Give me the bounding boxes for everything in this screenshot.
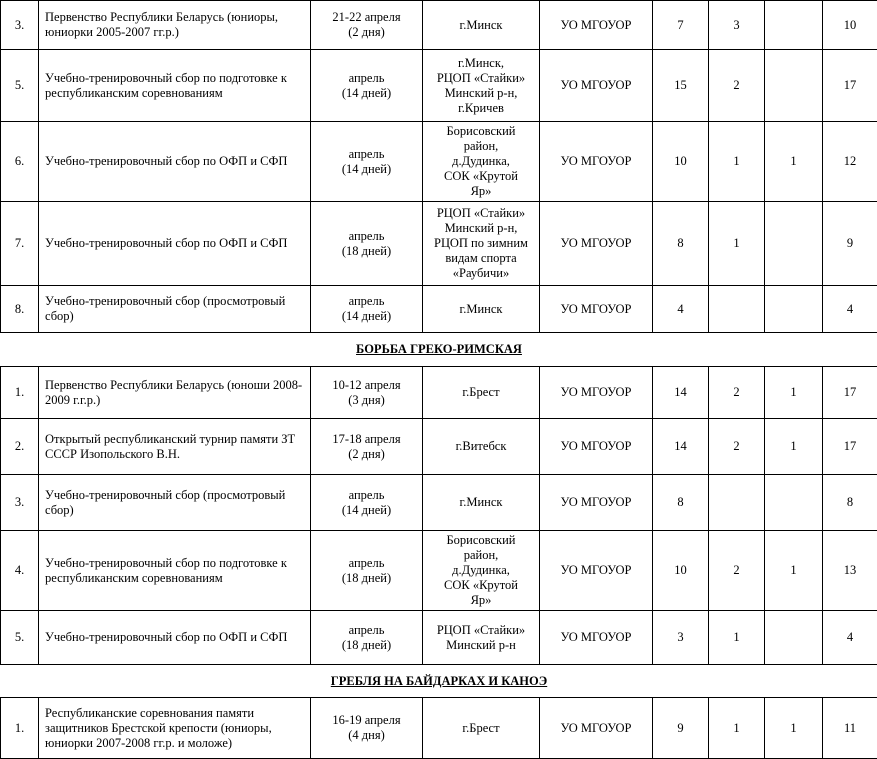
section-row: [1, 665, 877, 698]
event-name: Учебно-тренировочный сбор по ОФП и СФП: [39, 611, 311, 665]
event-name: Учебно-тренировочный сбор (просмотровый сбор): [39, 475, 311, 531]
count-3: 1: [765, 531, 823, 611]
row-number: 3.: [1, 475, 39, 531]
table-row: [1, 698, 877, 759]
event-date: апрель (14 дней): [311, 475, 423, 531]
event-date: апрель (14 дней): [311, 122, 423, 202]
event-date: апрель (18 дней): [311, 611, 423, 665]
total-count: 4: [823, 611, 877, 665]
count-1: 14: [653, 419, 709, 475]
event-place: г.Минск: [423, 475, 540, 531]
event-place: г.Витебск: [423, 419, 540, 475]
count-1: 9: [653, 698, 709, 759]
count-1: 7: [653, 1, 709, 50]
total-count: 12: [823, 122, 877, 202]
event-place: г.Брест: [423, 698, 540, 759]
count-2: 2: [709, 419, 765, 475]
organization: УО МГОУОР: [540, 367, 653, 419]
total-count: 13: [823, 531, 877, 611]
count-3: 1: [765, 122, 823, 202]
event-date: апрель (18 дней): [311, 531, 423, 611]
total-count: 4: [823, 286, 877, 333]
count-3: [765, 611, 823, 665]
organization: УО МГОУОР: [540, 50, 653, 122]
table-row: [1, 475, 877, 531]
count-1: 4: [653, 286, 709, 333]
table-row: [1, 531, 877, 611]
event-place: РЦОП «Стайки» Минский р-н: [423, 611, 540, 665]
table-row: [1, 50, 877, 122]
count-3: [765, 475, 823, 531]
table-row: [1, 202, 877, 286]
count-3: 1: [765, 698, 823, 759]
section-row: [1, 333, 877, 367]
table-row: [1, 122, 877, 202]
table-row: [1, 367, 877, 419]
count-2: [709, 475, 765, 531]
count-2: 1: [709, 611, 765, 665]
count-3: 1: [765, 419, 823, 475]
row-number: 8.: [1, 286, 39, 333]
total-count: 17: [823, 50, 877, 122]
event-name: Учебно-тренировочный сбор по ОФП и СФП: [39, 202, 311, 286]
event-name: Республиканские соревнования памяти защитников Брестской крепости (юниоры, юниорки 2007-2008 гг.р. и моложе): [39, 698, 311, 759]
event-date: апрель (14 дней): [311, 286, 423, 333]
organization: УО МГОУОР: [540, 202, 653, 286]
count-2: 1: [709, 202, 765, 286]
event-name: Первенство Республики Беларусь (юноши 2008-2009 г.г.р.): [39, 367, 311, 419]
table-row: [1, 611, 877, 665]
row-number: 1.: [1, 367, 39, 419]
count-1: 10: [653, 122, 709, 202]
table-row: [1, 286, 877, 333]
count-1: 3: [653, 611, 709, 665]
count-2: [709, 286, 765, 333]
row-number: 5.: [1, 50, 39, 122]
count-2: 2: [709, 531, 765, 611]
count-2: 2: [709, 50, 765, 122]
organization: УО МГОУОР: [540, 475, 653, 531]
event-place: Борисовский район, д.Дудинка, СОК «Крутой Яр»: [423, 122, 540, 202]
event-name: Открытый республиканский турнир памяти ЗТ СССР Изопольского В.Н.: [39, 419, 311, 475]
event-name: Учебно-тренировочный сбор по подготовке к республиканским соревнованиям: [39, 50, 311, 122]
total-count: 8: [823, 475, 877, 531]
event-date: 21-22 апреля (2 дня): [311, 1, 423, 50]
count-3: 1: [765, 367, 823, 419]
section-title-rowing: ГРЕБЛЯ НА БАЙДАРКАХ И КАНОЭ: [1, 665, 877, 698]
event-name: Первенство Республики Беларусь (юниоры, юниорки 2005-2007 гг.р.): [39, 1, 311, 50]
event-date: 16-19 апреля (4 дня): [311, 698, 423, 759]
count-2: 3: [709, 1, 765, 50]
event-place: г.Минск, РЦОП «Стайки» Минский р-н, г.Кричев: [423, 50, 540, 122]
row-number: 2.: [1, 419, 39, 475]
count-3: [765, 50, 823, 122]
event-place: г.Брест: [423, 367, 540, 419]
total-count: 17: [823, 367, 877, 419]
event-place: г.Минск: [423, 1, 540, 50]
organization: УО МГОУОР: [540, 698, 653, 759]
row-number: 7.: [1, 202, 39, 286]
event-place: Борисовский район, д.Дудинка, СОК «Крутой Яр»: [423, 531, 540, 611]
count-2: 2: [709, 367, 765, 419]
event-name: Учебно-тренировочный сбор по подготовке к республиканским соревнованиям: [39, 531, 311, 611]
row-number: 5.: [1, 611, 39, 665]
event-date: апрель (18 дней): [311, 202, 423, 286]
organization: УО МГОУОР: [540, 419, 653, 475]
count-1: 8: [653, 202, 709, 286]
count-3: [765, 1, 823, 50]
total-count: 9: [823, 202, 877, 286]
table-row: [1, 419, 877, 475]
table-row: [1, 1, 877, 50]
organization: УО МГОУОР: [540, 1, 653, 50]
row-number: 1.: [1, 698, 39, 759]
event-date: апрель (14 дней): [311, 50, 423, 122]
total-count: 17: [823, 419, 877, 475]
count-2: 1: [709, 698, 765, 759]
event-place: г.Минск: [423, 286, 540, 333]
count-1: 10: [653, 531, 709, 611]
organization: УО МГОУОР: [540, 611, 653, 665]
organization: УО МГОУОР: [540, 286, 653, 333]
count-1: 14: [653, 367, 709, 419]
count-1: 15: [653, 50, 709, 122]
total-count: 11: [823, 698, 877, 759]
row-number: 6.: [1, 122, 39, 202]
event-name: Учебно-тренировочный сбор (просмотровый сбор): [39, 286, 311, 333]
event-date: 10-12 апреля (3 дня): [311, 367, 423, 419]
row-number: 3.: [1, 1, 39, 50]
event-date: 17-18 апреля (2 дня): [311, 419, 423, 475]
count-2: 1: [709, 122, 765, 202]
event-name: Учебно-тренировочный сбор по ОФП и СФП: [39, 122, 311, 202]
section-title-wrestling: БОРЬБА ГРЕКО-РИМСКАЯ: [1, 333, 877, 367]
total-count: 10: [823, 1, 877, 50]
count-3: [765, 286, 823, 333]
organization: УО МГОУОР: [540, 531, 653, 611]
event-place: РЦОП «Стайки» Минский р-н, РЦОП по зимним видам спорта «Раубичи»: [423, 202, 540, 286]
count-3: [765, 202, 823, 286]
row-number: 4.: [1, 531, 39, 611]
count-1: 8: [653, 475, 709, 531]
organization: УО МГОУОР: [540, 122, 653, 202]
